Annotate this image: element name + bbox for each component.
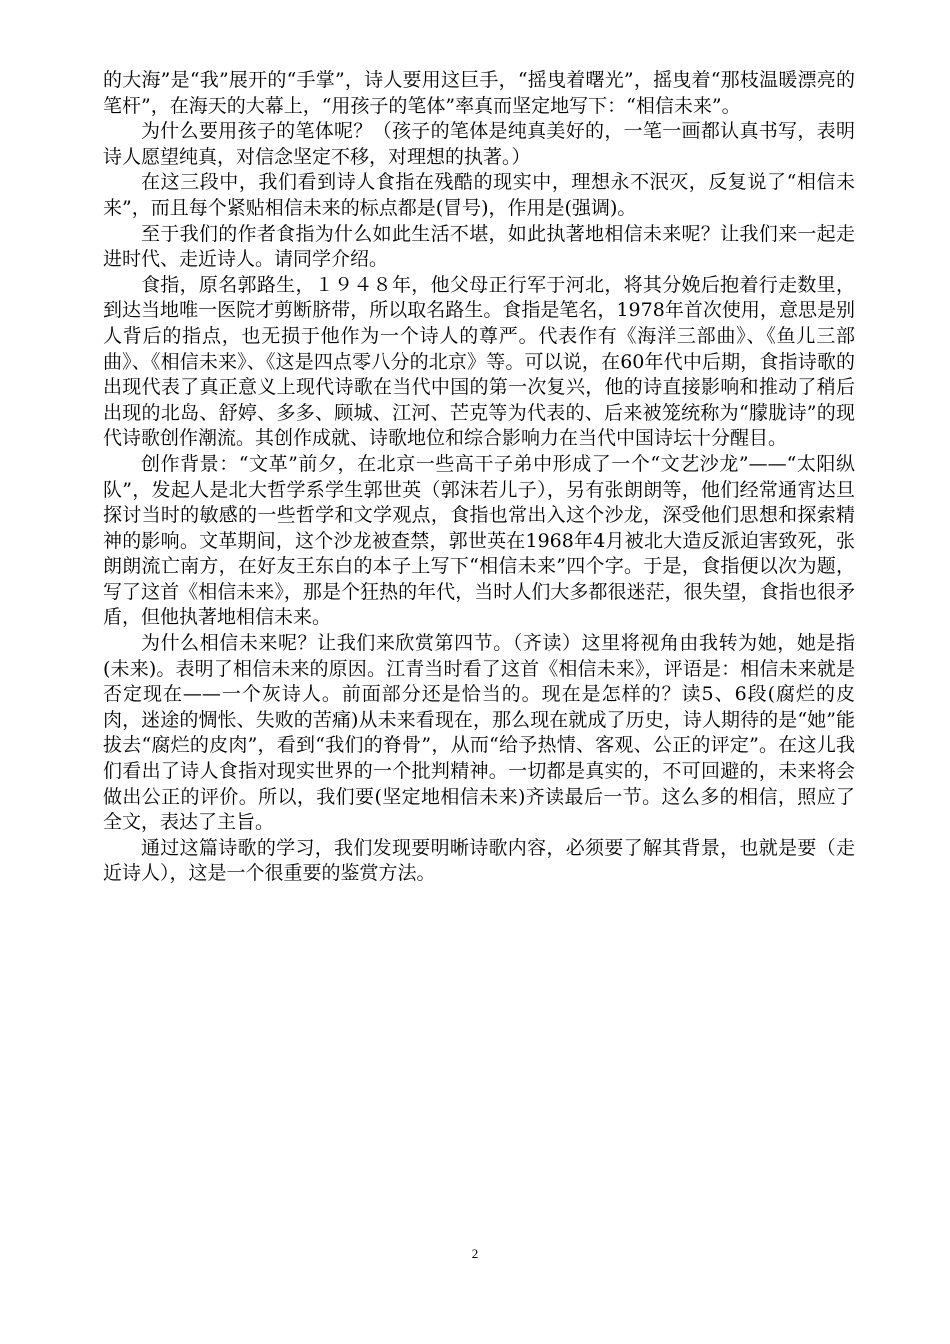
document-body: [103, 68, 855, 887]
paragraph-6: 创作背景：“文革”前夕，在北京一些高干子弟中形成了一个“文艺沙龙”——“太阳纵队”，发起人是北大哲学系学生郭世英（郭沫若儿子），另有张朗朗等，他们经常通宵达旦探讨当时的敏感的一些哲学和文学观点，食指也常出入这个沙龙，深受他们思想和探索精神的影响。文革期间，这个沙龙被查禁，郭世英在1968年4月被北大造反派迫害致死，张朗朗流亡南方，在好友王东白的本子上写下“相信未来”四个字。于是，食指便以次为题，写了这首《相信未来》，那是个狂热的年代，当时人们大多都很迷茫，很失望，食指也很矛盾，但他执著地相信未来。: [103, 452, 855, 629]
paragraph-8: 通过这篇诗歌的学习，我们发现要明晰诗歌内容，必须要了解其背景，也就是要（走近诗人），这是一个很重要的鉴赏方法。: [103, 836, 855, 885]
paragraph-3: 在这三段中，我们看到诗人食指在残酷的现实中，理想永不泯灭，反复说了“相信未来”，而且每个紧贴相信未来的标点都是(冒号)，作用是(强调)。: [103, 171, 855, 219]
paragraph-2: 为什么要用孩子的笔体呢？（孩子的笔体是纯真美好的，一笔一画都认真书写，表明诗人愿望纯真，对信念坚定不移，对理想的执著。）: [103, 120, 855, 168]
paragraph-4: 至于我们的作者食指为什么如此生活不堪，如此执著地相信未来呢？让我们来一起走进时代、走近诗人。请同学介绍。: [103, 222, 855, 271]
paragraph-5: 食指，原名郭路生，１９４８年，他父母正行军于河北，将其分娩后抱着行走数里，到达当地唯一医院才剪断脐带，所以取名路生。食指是笔名，1978年首次使用，意思是别人背后的指点，也无损于他作为一个诗人的尊严。代表作有《海洋三部曲》、《鱼儿三部曲》、《相信未来》、《这是四点零八分的北京》等。可以说，在60年代中后期，食指诗歌的出现代表了真正意义上现代诗歌在当代中国的第一次复兴，他的诗直接影响和推动了稍后出现的北岛、舒婷、多多、顾城、江河、芒克等为代表的、后来被笼统称为“朦胧诗”的现代诗歌创作潮流。其创作成就、诗歌地位和综合影响力在当代中国诗坛十分醒目。: [103, 273, 855, 450]
paragraph-7: 为什么相信未来呢？让我们来欣赏第四节。（齐读）这里将视角由我转为她，她是指(未来)。表明了相信未来的原因。江青当时看了这首《相信未来》，评语是：相信未来就是否定现在——一个灰诗人。前面部分还是恰当的。现在是怎样的？读5、6段(腐烂的皮肉，迷途的惆怅、失败的苦痛)从未来看现在，那么现在就成了历史，诗人期待的是“她”能拔去“腐烂的皮肉”，看到“我们的脊骨”，从而“给予热情、客观、公正的评定”。在这儿我们看出了诗人食指对现实世界的一个批判精神。一切都是真实的，不可回避的，未来将会做出公正的评价。所以，我们要(坚定地相信未来)齐读最后一节。这么多的相信，照应了全文，表达了主旨。: [103, 632, 855, 834]
paragraph-1: 的大海”是“我”展开的“手掌”，诗人要用这巨手，“摇曳着曙光”，摇曳着“那枝温暖漂亮的笔杆”，在海天的大幕上，“用孩子的笔体”率真而坚定地写下：“相信未来”。: [103, 69, 855, 117]
page-number: 2: [471, 1246, 479, 1261]
